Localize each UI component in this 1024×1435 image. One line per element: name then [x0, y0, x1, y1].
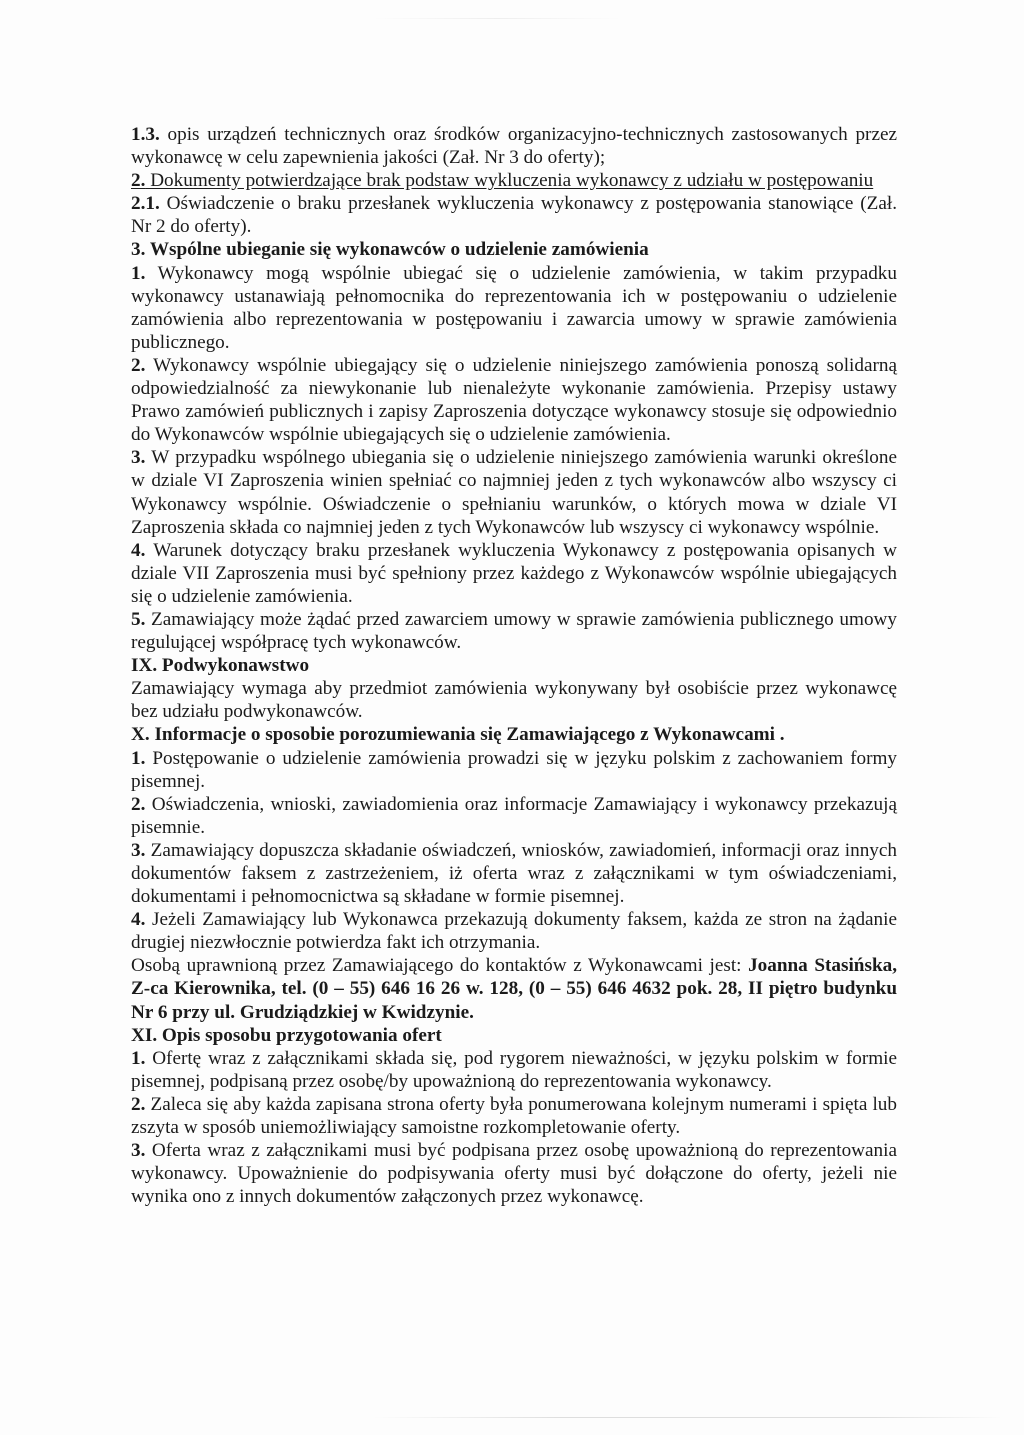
scan-artifact-top — [372, 18, 622, 19]
paragraph-text: Oferta wraz z załącznikami musi być podpisana przez osobę upoważnioną do reprezentowania wykonawcy. Upoważnienie do podpisywania oferty musi być dołączone do oferty, jeżeli nie wynika ono z innych dokumentów załączonych przez wykonawcę. — [131, 1140, 897, 1208]
item-number: 5. — [131, 608, 146, 630]
paragraph-2-heading — [131, 169, 897, 192]
item-number: 1. — [131, 262, 146, 284]
item-number: 2. — [131, 1093, 146, 1115]
item-number: 1. — [131, 1047, 146, 1069]
item-number: 2. — [131, 793, 146, 815]
paragraph-2-1 — [131, 192, 897, 238]
scan-artifact-bottom — [372, 1417, 1002, 1418]
paragraph-text: Warunek dotyczący braku przesłanek wykluczenia Wykonawcy z postępowania opisanych w dziale VII Zaproszenia musi być spełniony przez każdego z Wykonawców wspólnie ubiegających się o udzielenie zamówienia. — [131, 539, 897, 607]
item-number: 2. — [131, 170, 146, 192]
paragraph-ix: Zamawiający wymaga aby przedmiot zamówienia wykonywany był osobiście przez wykonawcę bez udziału podwykonawców. — [131, 678, 897, 723]
section-heading-3: 3. Wspólne ubieganie się wykonawców o udzielenie zamówienia — [131, 239, 649, 261]
paragraph-3-1 — [131, 262, 897, 354]
item-number: 2. — [131, 354, 146, 376]
item-number: 4. — [131, 909, 146, 931]
paragraph-3-3 — [131, 446, 897, 538]
item-number: 3. — [131, 447, 146, 469]
paragraph-text: Wykonawcy wspólnie ubiegający się o udzielenie niniejszego zamówienia ponoszą solidarną odpowiedzialność za niewykonanie lub nienależyte wykonanie zamówienia. Przepisy ustawy Prawo zamówień publicznych i zapisy Zaproszenia dotyczące wykonawcy stosuje się odpowiednio do Wykonawców wspólnie ubiegających się o udzielenie zamówienia. — [131, 354, 897, 446]
paragraph-text: Dokumenty potwierdzające brak podstaw wykluczenia wykonawcy z udziału w postępowaniu — [145, 170, 874, 192]
section-heading-ix: IX. Podwykonawstwo — [131, 655, 310, 677]
contact-person: Joanna Stasińska, Z-ca Kierownika, tel. (0 – 55) 646 16 26 w. 128, (0 – 55) 646 4632 pok. 28, II piętro budynku Nr 6 przy ul. Grudziądzkiej w Kwidzynie. — [131, 955, 898, 1023]
paragraph-text: Zamawiający może żądać przed zawarciem umowy w sprawie zamówienia publicznego umowy regulującej współpracę tych wykonawców. — [131, 608, 897, 654]
section-heading-x: X. Informacje o sposobie porozumiewania się Zamawiającego z Wykonawcami . — [131, 724, 785, 746]
paragraph-xi-2 — [131, 1093, 897, 1139]
item-number: 3. — [131, 1140, 146, 1162]
document-body — [131, 123, 897, 1208]
paragraph-x-2 — [131, 793, 897, 839]
paragraph-text: Wykonawcy mogą wspólnie ubiegać się o udzielenie zamówienia, w takim przypadku wykonawcy ustanawiają pełnomocnika do reprezentowania ich w postępowaniu o udzielenie zamówienia albo reprezentowania w postępowaniu i zawarcia umowy w sprawie zamówienia publicznego. — [131, 262, 897, 353]
section-heading-xi: XI. Opis sposobu przygotowania ofert — [131, 1024, 442, 1046]
paragraph-text: W przypadku wspólnego ubiegania się o udzielenie niniejszego zamówienia warunki określone w dziale VI Zaproszenia winien spełniać co najmniej jeden z tych wykonawców albo wszyscy ci Wykonawcy wspólnie. Oświadczenie o spełnianiu warunków, o których mowa w dziale VI Zaproszenia składa co najmniej jeden z tych Wykonawców lub wszyscy ci wykonawcy wspólnie. — [131, 447, 897, 538]
paragraph-text: opis urządzeń technicznych oraz środków organizacyjno-technicznych zastosowanych przez wykonawcę w celu zapewnienia jakości (Zał. Nr 3 do oferty); — [131, 124, 897, 169]
paragraph-x-3 — [131, 839, 897, 908]
item-number: 2.1. — [131, 193, 160, 215]
paragraph-text: Jeżeli Zamawiający lub Wykonawca przekazują dokumenty faksem, każda ze stron na żądanie drugiej niezwłocznie potwierdza fakt ich otrzymania. — [131, 909, 897, 954]
paragraph-3-4 — [131, 539, 897, 608]
contact-intro: Osobą uprawnioną przez Zamawiającego do kontaktów z Wykonawcami jest: — [131, 955, 749, 977]
paragraph-text: Zamawiający dopuszcza składanie oświadczeń, wniosków, zawiadomień, informacji oraz innych dokumentów faksem z zastrzeżeniem, iż oferta wraz z załącznikami w tym oświadczeniami, dokumentami i pełnomocnictwa są składane w formie pisemnej. — [131, 839, 897, 908]
paragraph-xi-1 — [131, 1047, 897, 1093]
paragraph-contact — [131, 954, 897, 1023]
item-number: 3. — [131, 839, 146, 861]
paragraph-text: Oświadczenia, wnioski, zawiadomienia oraz informacje Zamawiający i wykonawcy przekazują pisemnie. — [131, 793, 897, 838]
paragraph-xi-3 — [131, 1139, 897, 1208]
paragraph-text: Postępowanie o udzielenie zamówienia prowadzi się w języku polskim z zachowaniem formy pisemnej. — [131, 747, 897, 792]
item-number: 1. — [131, 747, 146, 769]
paragraph-3-5 — [131, 608, 897, 654]
paragraph-3-2 — [131, 354, 897, 446]
paragraph-text: Zaleca się aby każda zapisana strona oferty była ponumerowana kolejnym numerami i spięta lub zszyta w sposób uniemożliwiający samoistne rozkompletowanie oferty. — [131, 1093, 897, 1139]
item-number: 4. — [131, 539, 146, 561]
item-number: 1.3. — [131, 124, 160, 145]
paragraph-x-1 — [131, 747, 897, 793]
paragraph-x-4 — [131, 908, 897, 954]
paragraph-text: Ofertę wraz z załącznikami składa się, pod rygorem nieważności, w języku polskim w formie pisemnej, podpisaną przez osobę/by upoważnioną do reprezentowania wykonawcy. — [131, 1047, 897, 1092]
paragraph-1-3 — [131, 123, 897, 169]
paragraph-text: Oświadczenie o braku przesłanek wykluczenia wykonawcy z postępowania stanowiące (Zał. Nr 2 do oferty). — [131, 193, 897, 238]
